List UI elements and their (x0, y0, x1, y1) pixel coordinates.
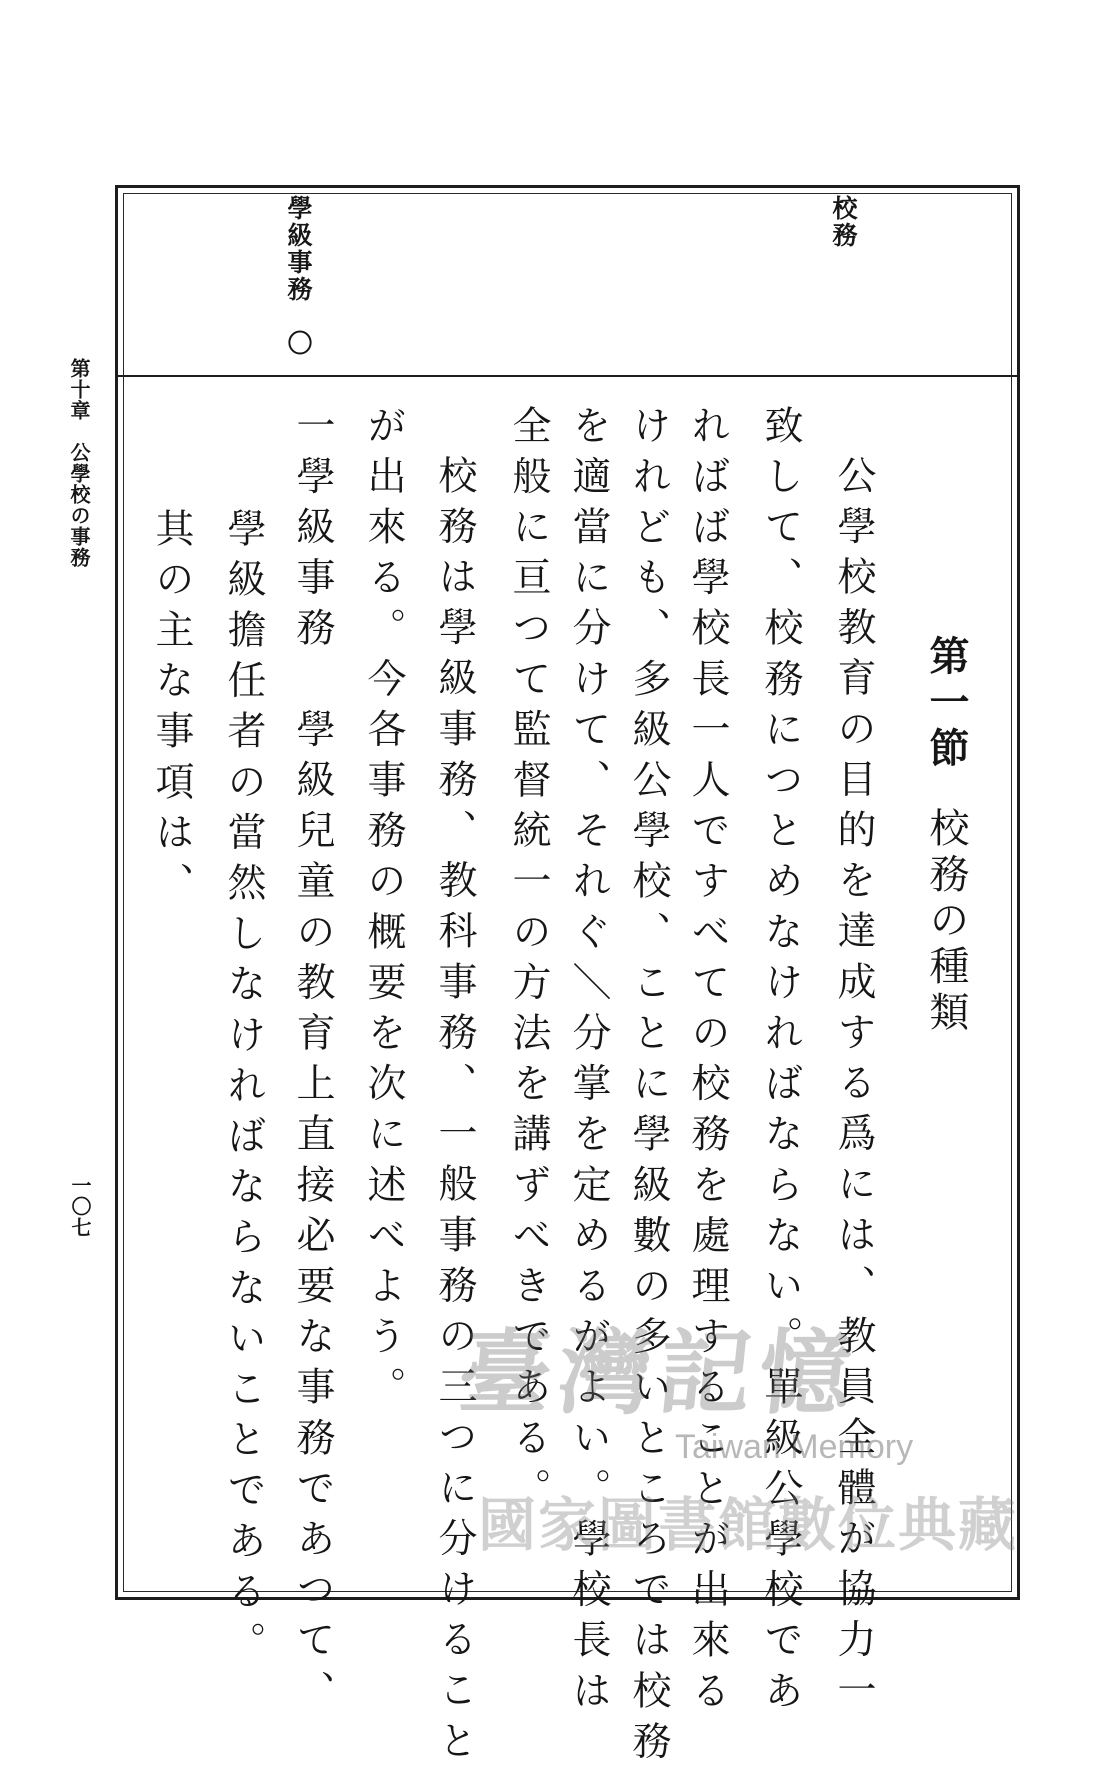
body-line-5: を適當に分けて、それぐ＼分掌を定めるがよい。學校長は (566, 405, 611, 1721)
body-line-8: が出來る。今各事務の概要を次に述べよう。 (361, 405, 406, 1417)
body-line-3: ればば學校長一人ですべての校務を處理することが出來る (685, 405, 730, 1721)
running-head-left: 學級事務 〇 (284, 195, 313, 357)
watermark-english: Taiwan Memory (675, 1428, 914, 1466)
body-line-11: 其の主な事項は、 (149, 508, 194, 913)
body-line-10: 學級擔任者の當然しなければならないことである。 (221, 508, 266, 1672)
body-line-6: 全般に亘つて監督統一の方法を講ずべきである。 (506, 405, 551, 1519)
body-line-2: 致して、校務につとめなければならない。單級公學校であ (758, 405, 803, 1721)
section-number: 第一節 (923, 635, 970, 773)
body-line-7: 校務は學級事務、教科事務、一般事務の三つに分けること (432, 455, 477, 1771)
page-number: 一〇七 (68, 1175, 92, 1238)
section-heading (918, 635, 975, 1037)
section-title: 校務の種類 (923, 807, 969, 1037)
chapter-title: 第十章 公學校の事務 (67, 358, 91, 568)
header-rule (115, 375, 1020, 377)
watermark-chinese: 國家圖書館數位典藏 (478, 1491, 1019, 1559)
watermark-calligraphy: 臺灣記憶 (453, 1319, 865, 1427)
body-line-4: けれども、多級公學校、ことに學級數の多いところでは校務 (626, 405, 671, 1771)
body-line-9: 一學級事務 學級兒童の教育上直接必要な事務であつて、 (290, 405, 335, 1721)
running-head-right: 校務 (829, 195, 858, 249)
body-line-1: 公學校教育の目的を達成する爲には、教員全體が協力一 (831, 455, 876, 1720)
